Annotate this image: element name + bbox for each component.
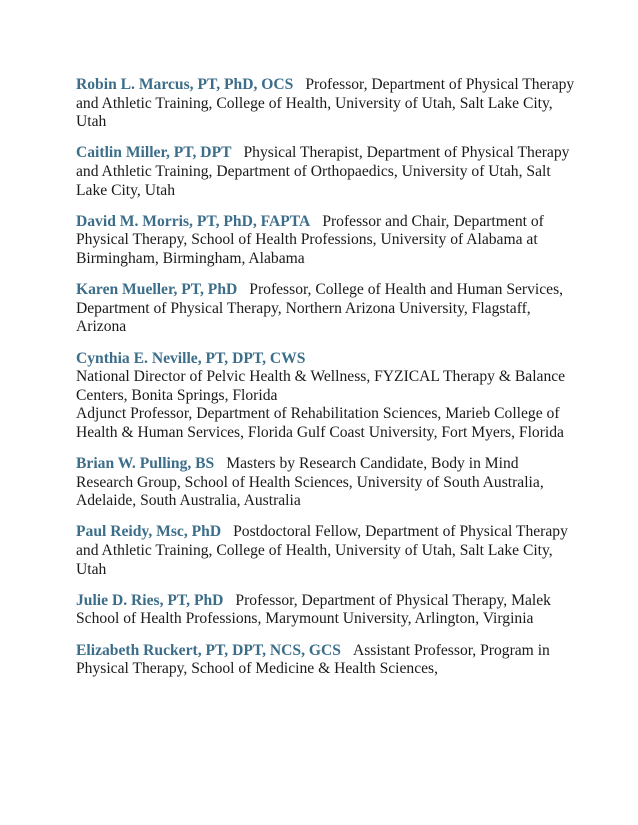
contributor-entry <box>76 523 576 579</box>
contributor-entry <box>76 213 576 269</box>
contributor-affiliation: Professor, College of Health and Human Services, Department of Physical Therapy, Northern Arizona University, Flagstaff, Arizona <box>76 281 564 336</box>
contributor-affiliation: Postdoctoral Fellow, Department of Physical Therapy and Athletic Training, College of Health, University of Utah, Salt Lake City, Utah <box>76 523 568 578</box>
contributor-affiliation: Professor and Chair, Department of Physical Therapy, School of Health Professions, University of Alabama at Birmingham, Birmingham, Alabama <box>76 212 544 267</box>
contributor-list <box>76 76 576 691</box>
contributor-entry <box>76 455 576 511</box>
contributor-affiliation: Physical Therapist, Department of Physical Therapy and Athletic Training, Department of Orthopaedics, University of Utah, Salt Lake City, Utah <box>76 144 570 199</box>
contributor-name: David M. Morris, PT, PhD, FAPTA <box>76 212 311 230</box>
contributor-entry <box>76 642 576 679</box>
contributor-name: Paul Reidy, Msc, PhD <box>76 523 222 541</box>
contributor-entry <box>76 76 576 132</box>
contributor-affiliation-secondary: Adjunct Professor, Department of Rehabilitation Sciences, Marieb College of Health & Human Services, Florida Gulf Coast University, Fort Myers, Florida <box>76 405 564 441</box>
contributor-entry <box>76 281 576 337</box>
contributor-entry <box>76 144 576 200</box>
contributor-entry <box>76 592 576 629</box>
contributor-affiliation: Professor, Department of Physical Therapy, Malek School of Health Professions, Marymount University, Arlington, Virginia <box>76 591 551 628</box>
contributor-affiliation: Assistant Professor, Program in Physical Therapy, School of Medicine & Health Sciences, <box>76 641 550 678</box>
contributor-name: Karen Mueller, PT, PhD <box>76 281 238 299</box>
contributor-name: Brian W. Pulling, BS <box>76 455 215 473</box>
contributor-entry <box>76 350 576 443</box>
contributor-affiliation: National Director of Pelvic Health & Wellness, FYZICAL Therapy & Balance Centers, Bonita Springs, Florida <box>76 368 566 404</box>
contributor-name: Julie D. Ries, PT, PhD <box>76 591 224 609</box>
contributor-name: Cynthia E. Neville, PT, DPT, CWS <box>76 349 306 367</box>
contributor-affiliation: Masters by Research Candidate, Body in Mind Research Group, School of Health Sciences, University of South Australia, Adelaide, South Australia, Australia <box>76 455 544 510</box>
contributor-name: Robin L. Marcus, PT, PhD, OCS <box>76 76 294 93</box>
contributor-name: Elizabeth Ruckert, PT, DPT, NCS, GCS <box>76 641 341 659</box>
contributor-name: Caitlin Miller, PT, DPT <box>76 144 232 162</box>
contributor-affiliation: Professor, Department of Physical Therapy and Athletic Training, College of Health, University of Utah, Salt Lake City, Utah <box>76 76 575 131</box>
